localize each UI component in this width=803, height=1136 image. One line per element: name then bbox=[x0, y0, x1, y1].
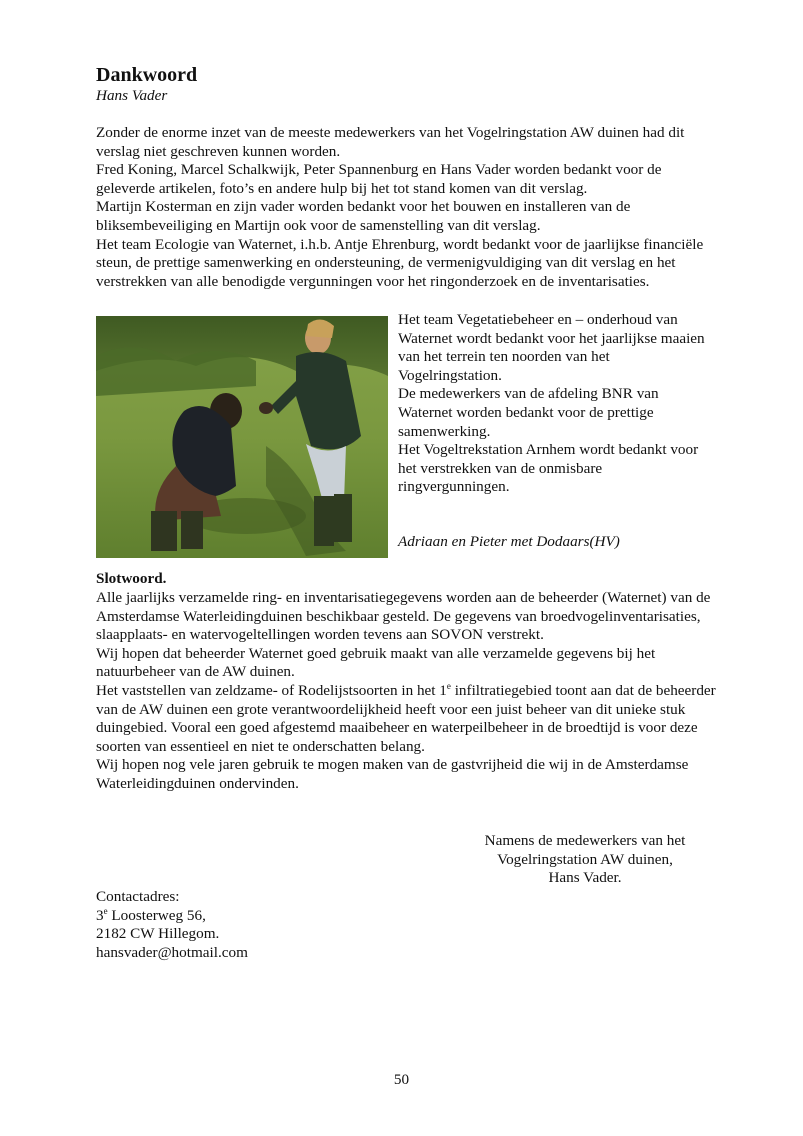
intro-paragraph: Het team Ecologie van Waternet, i.h.b. Antje Ehrenburg, wordt bedankt voor de jaarlijkse financiële steun, de prettige samenwerking en ondersteuning, de vermenigvuldiging van dit verslag en het verstrekken van alle benodigde vergunningen voor het ringonderzoek en de inventarisaties. bbox=[96, 235, 704, 290]
intro-paragraph: Zonder de enorme inzet van de meeste medewerkers van het Vogelringstation AW duinen had dit verslag niet geschreven kunnen worden. bbox=[96, 124, 685, 160]
slotwoord-paragraph: Alle jaarlijks verzamelde ring- en inventarisatiegegevens worden aan de beheerder (Waternet) van de Amsterdamse Waterleidingduinen beschikbaar gesteld. De gegevens van broedvogelinventarisaties, slaapplaats- en watervogeltellingen worden tevens aan SOVON verstrekt. bbox=[96, 589, 711, 644]
author-name: Hans Vader bbox=[96, 87, 168, 104]
street-name: Loosterweg 56, bbox=[107, 906, 206, 924]
intro-text bbox=[96, 124, 716, 291]
intro-paragraph: Fred Koning, Marcel Schalkwijk, Peter Spannenburg en Hans Vader worden bedankt voor de geleverde artikelen, foto’s en andere hulp bij het tot stand komen van dit verslag. bbox=[96, 161, 662, 197]
slotwoord-paragraph: Wij hopen nog vele jaren gebruik te mogen maken van de gastvrijheid die wij in de Amsterdamse Waterleidingduinen ondervinden. bbox=[96, 756, 689, 792]
contact-label: Contactadres: bbox=[96, 888, 180, 905]
signature-line: Vogelringstation AW duinen, bbox=[497, 850, 673, 868]
ordinal-superscript: e bbox=[103, 905, 108, 916]
contact-email: hansvader@hotmail.com bbox=[96, 943, 248, 961]
slotwoord-paragraph bbox=[96, 682, 716, 756]
slotwoord-text-part: infiltratiegebied toont aan dat de beheerder van de AW duinen een grote verantwoordelijkheid heeft voor een juist beheer van dit unieke stuk duingebied. Vooral een goed afgestemd maaibeheer en waterpeilbeheer in de broedtijd is voor deze soorten van essentieel en niet te onderschatten belang. bbox=[96, 681, 716, 755]
side-paragraph: Het Vogeltrekstation Arnhem wordt bedankt voor het verstrekken van de onmisbare ringvergunningen. bbox=[398, 441, 699, 496]
photo-caption: Adriaan en Pieter met Dodaars(HV) bbox=[398, 533, 620, 550]
side-text bbox=[398, 311, 716, 497]
slotwoord-paragraph: Wij hopen dat beheerder Waternet goed gebruik maakt van alle verzamelde gegevens bij het natuurbeheer van de AW duinen. bbox=[96, 644, 656, 681]
page-title: Dankwoord bbox=[96, 64, 198, 86]
street-number: 3 bbox=[96, 906, 104, 924]
signature-line: Namens de medewerkers van het bbox=[484, 832, 686, 849]
photo-adriaan-pieter bbox=[96, 316, 388, 558]
contact-block bbox=[96, 888, 248, 962]
photo-illustration bbox=[96, 316, 388, 558]
side-paragraph: Het team Vegetatiebeheer en – onderhoud van Waternet wordt bedankt voor het jaarlijkse maaien van het terrein ten noorden van het Vogelringstation. bbox=[398, 311, 705, 384]
signature-block bbox=[440, 832, 730, 888]
slotwoord-text bbox=[96, 589, 716, 794]
signature-line: Hans Vader. bbox=[548, 869, 622, 887]
side-paragraph: De medewerkers van de afdeling BNR van Waternet worden bedankt voor de prettige samenwerking. bbox=[398, 385, 659, 440]
slotwoord-text-part: Het vaststellen van zeldzame- of Rodelijstsoorten in het 1 bbox=[96, 681, 447, 699]
contact-city: 2182 CW Hillegom. bbox=[96, 925, 220, 943]
contact-street bbox=[96, 907, 248, 926]
section-title-slotwoord: Slotwoord. bbox=[96, 570, 167, 587]
page-number: 50 bbox=[393, 1071, 410, 1088]
ordinal-superscript: e bbox=[446, 680, 451, 691]
intro-paragraph: Martijn Kosterman en zijn vader worden bedankt voor het bouwen en installeren van de bliksembeveiliging en Martijn ook voor de samenstelling van dit verslag. bbox=[96, 198, 631, 234]
